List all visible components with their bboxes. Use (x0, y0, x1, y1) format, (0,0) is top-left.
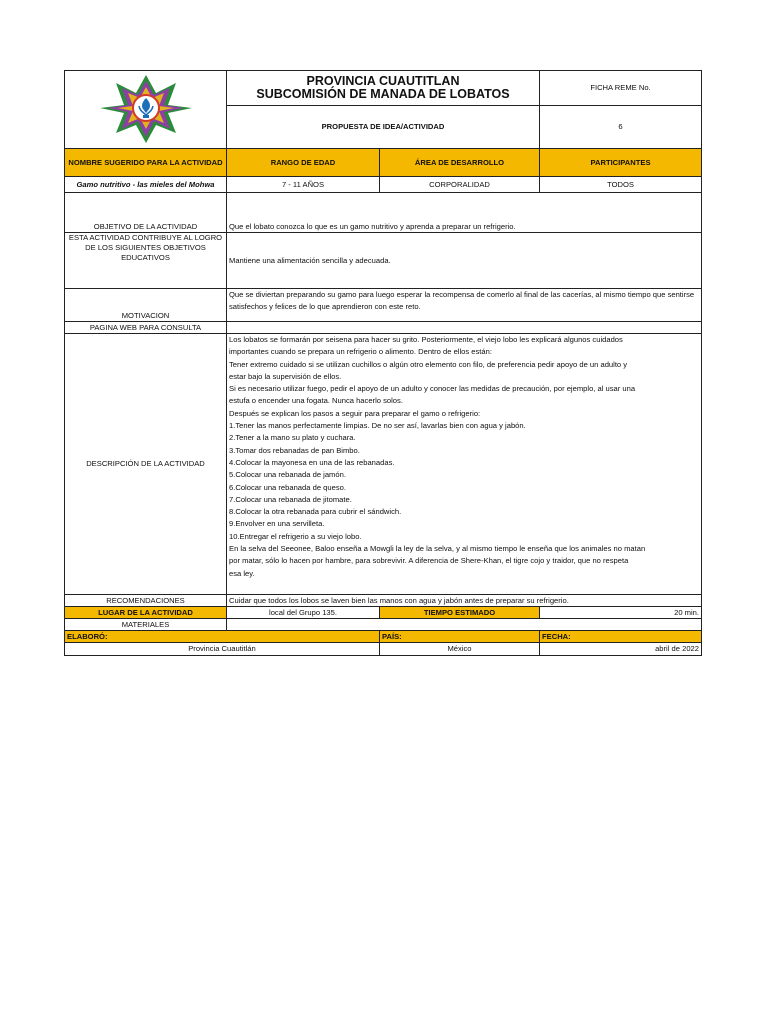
webpage-text (227, 322, 702, 334)
province-title: PROVINCIA CUAUTITLAN (306, 73, 460, 88)
time-label: TIEMPO ESTIMADO (380, 607, 540, 619)
description-line: por matar, sólo lo hacen por hambre, para sobrevivir. A diferencia de Shere-Khan, el tigre cojo y traidor, que no respeta (229, 556, 629, 566)
materials-text (227, 619, 702, 631)
activity-name: Gamo nutritivo - las mieles del Mohwa (65, 177, 227, 193)
materials-label: MATERIALES (65, 619, 227, 631)
col-header-area: ÁREA DE DESARROLLO (380, 149, 540, 177)
motivation-label: MOTIVACION (65, 289, 227, 322)
place-text: local del Grupo 135. (227, 607, 380, 619)
description-line: estufa o encender una fogata. Nunca hacerlo solos. (229, 396, 403, 406)
participants-value: TODOS (540, 177, 702, 193)
age-range: 7 - 11 AÑOS (227, 177, 380, 193)
description-line: 2.Tener a la mano su plato y cuchara. (229, 433, 356, 443)
time-value: 20 min. (540, 607, 702, 619)
contributes-label: ESTA ACTIVIDAD CONTRIBUYE AL LOGRO DE LOS SIGUIENTES OBJETIVOS EDUCATIVOS (65, 233, 227, 289)
description-line: Los lobatos se formarán por seisena para hacer su grito. Posteriormente, el viejo lobo les explicará algunos cuidados (229, 335, 623, 344)
description-line: En la selva del Seeonee, Baloo enseña a Mowgli la ley de la selva, y al mismo tiempo le enseña que los animales no matan (229, 544, 646, 554)
description-text (227, 334, 702, 595)
objective-label: OBJETIVO DE LA ACTIVIDAD (65, 193, 227, 233)
description-line: importantes cuando se prepara un refrigerio o alimento. Dentro de ellos están: (229, 347, 492, 357)
ficha-label: FICHA REME No. (540, 71, 702, 106)
fecha-value: abril de 2022 (540, 643, 702, 656)
ficha-number: 6 (540, 105, 702, 148)
col-header-participants: PARTICIPANTES (540, 149, 702, 177)
activity-sheet (64, 70, 702, 656)
place-label: LUGAR DE LA ACTIVIDAD (65, 607, 227, 619)
pais-label: PAÍS: (380, 631, 540, 643)
proposal-title: PROPUESTA DE IDEA/ACTIVIDAD (227, 105, 540, 148)
description-line: 3.Tomar dos rebanadas de pan Bimbo. (229, 445, 360, 455)
description-line: 10.Entregar el refrigerio a su viejo lobo. (229, 531, 362, 541)
recommendations-label: RECOMENDACIONES (65, 595, 227, 607)
description-line: 1.Tener las manos perfectamente limpias. De no ser así, lavarlas bien con agua y jabón. (229, 421, 526, 431)
col-header-age: RANGO DE EDAD (227, 149, 380, 177)
fecha-label: FECHA: (540, 631, 702, 643)
subcommission-title: SUBCOMISIÓN DE MANADA DE LOBATOS (256, 86, 510, 101)
description-line: Después se explican los pasos a seguir para preparar el gamo o refrigerio: (229, 408, 481, 418)
contributes-text: Mantiene una alimentación sencilla y adecuada. (227, 233, 702, 289)
scout-star-emblem-icon (96, 71, 196, 145)
description-label: DESCRIPCIÓN DE LA ACTIVIDAD (65, 334, 227, 595)
description-line: 5.Colocar una rebanada de jamón. (229, 470, 346, 480)
webpage-label: PAGINA WEB PARA CONSULTA (65, 322, 227, 334)
description-line: Tener extremo cuidado si se utilizan cuchillos o algún otro elemento con filo, de preferencia pedir apoyo de un adulto y (229, 359, 628, 369)
logo-cell (65, 71, 227, 149)
description-line: 7.Colocar una rebanada de jitomate. (229, 494, 352, 504)
col-header-name: NOMBRE SUGERIDO PARA LA ACTIVIDAD (65, 149, 227, 177)
description-line: esa ley. (229, 568, 255, 578)
description-line: estar bajo la supervisión de ellos. (229, 371, 342, 381)
description-line: Si es necesario utilizar fuego, pedir el apoyo de un adulto y conocer las medidas de precaución, por ejemplo, al usar una (229, 384, 636, 394)
description-line: 8.Colocar la otra rebanada para cubrir el sándwich. (229, 507, 402, 517)
motivation-text: Que se diviertan preparando su gamo para luego esperar la recompensa de comerlo al final de las cacerías, al mismo tiempo que sentirse satisfechos y felices de lo que aprendieron con este reto. (227, 289, 702, 322)
recommendations-text: Cuidar que todos los lobos se laven bien las manos con agua y jabón antes de preparar su refrigerio. (227, 595, 702, 607)
description-line: 4.Colocar la mayonesa en una de las rebanadas. (229, 457, 395, 467)
pais-value: México (380, 643, 540, 656)
objective-text: Que el lobato conozca lo que es un gamo nutritivo y aprenda a preparar un refrigerio. (227, 193, 702, 233)
elaboro-label: ELABORÓ: (65, 631, 380, 643)
description-line: 6.Colocar una rebanada de queso. (229, 482, 346, 492)
description-line: 9.Envolver en una servilleta. (229, 519, 325, 529)
elaboro-value: Provincia Cuautitlán (65, 643, 380, 656)
development-area: CORPORALIDAD (380, 177, 540, 193)
